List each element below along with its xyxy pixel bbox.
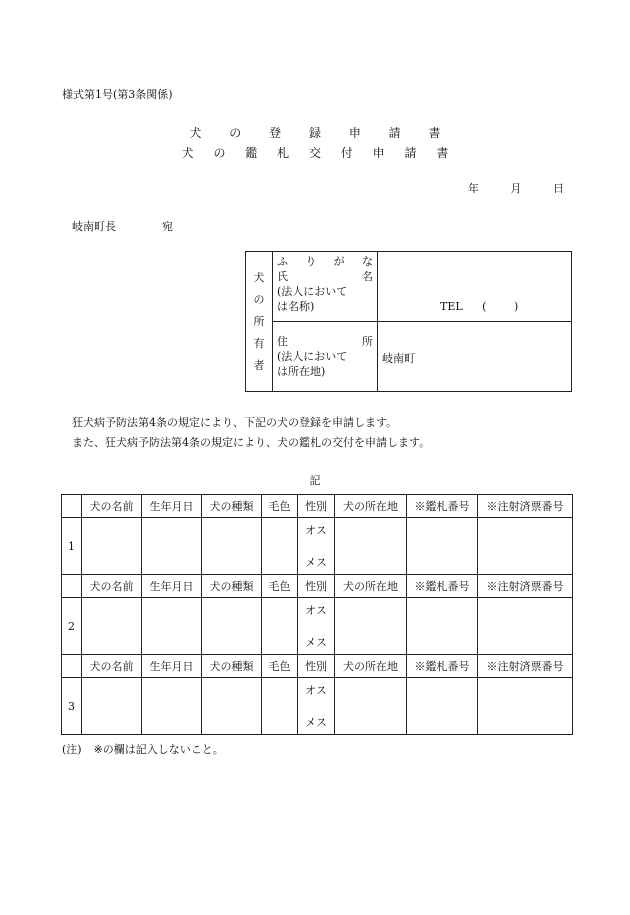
address-note-line2: は所在地) bbox=[277, 365, 326, 378]
coat-color-field[interactable] bbox=[262, 518, 298, 575]
dog-name-field[interactable] bbox=[82, 598, 142, 655]
label-char: 犬 bbox=[253, 270, 265, 284]
table-header-row bbox=[62, 655, 573, 678]
sex-female-option[interactable]: メス bbox=[305, 556, 327, 569]
table-row bbox=[62, 678, 573, 735]
breed-field[interactable] bbox=[202, 598, 262, 655]
owner-table bbox=[245, 251, 572, 392]
title-char: 鑑 bbox=[245, 146, 258, 160]
sex-field[interactable] bbox=[298, 598, 335, 655]
breed-field[interactable] bbox=[202, 518, 262, 575]
coat-color-header: 毛色 bbox=[262, 495, 298, 518]
header-blank-cell bbox=[62, 495, 82, 518]
label-char: の bbox=[253, 292, 265, 306]
birth-date-header: 生年月日 bbox=[142, 575, 202, 598]
sex-header: 性別 bbox=[298, 495, 335, 518]
location-field[interactable] bbox=[335, 678, 407, 735]
tag-number-field[interactable] bbox=[407, 518, 478, 575]
sex-male-option[interactable]: オス bbox=[305, 524, 327, 537]
breed-header: 犬の種類 bbox=[202, 655, 262, 678]
footnote bbox=[62, 741, 224, 757]
title-tag-issuance bbox=[0, 144, 630, 161]
title-char: 書 bbox=[436, 146, 449, 160]
vaccine-tag-field[interactable] bbox=[478, 598, 573, 655]
sex-options bbox=[298, 678, 334, 734]
label-char: り bbox=[305, 255, 317, 268]
coat-color-header: 毛色 bbox=[262, 575, 298, 598]
addressee-suffix: 宛 bbox=[162, 220, 173, 233]
date-line bbox=[468, 180, 564, 196]
ki-heading: 記 bbox=[309, 474, 321, 487]
tag-number-field[interactable] bbox=[407, 598, 478, 655]
location-header: 犬の所在地 bbox=[335, 495, 407, 518]
tel-paren-open: ( bbox=[482, 300, 487, 313]
month-label: 月 bbox=[510, 182, 522, 195]
title-char: の bbox=[229, 126, 242, 140]
coat-color-field[interactable] bbox=[262, 598, 298, 655]
label-char: 名 bbox=[362, 270, 373, 283]
vaccine-tag-header: ※注射済票番号 bbox=[478, 655, 573, 678]
table-row bbox=[62, 598, 573, 655]
title-char: 交 bbox=[308, 146, 321, 160]
day-label: 日 bbox=[553, 182, 564, 195]
name-note-line1: (法人において bbox=[277, 285, 348, 298]
dog-name-field[interactable] bbox=[82, 678, 142, 735]
vaccine-tag-header: ※注射済票番号 bbox=[478, 575, 573, 598]
sex-female-option[interactable]: メス bbox=[305, 636, 327, 649]
dog-name-header: 犬の名前 bbox=[82, 495, 142, 518]
owner-name-field[interactable] bbox=[378, 252, 572, 322]
title-char: 札 bbox=[277, 146, 290, 160]
table-header-row bbox=[62, 495, 573, 518]
title-registration bbox=[0, 124, 630, 141]
tag-number-header: ※鑑札番号 bbox=[407, 495, 478, 518]
breed-header: 犬の種類 bbox=[202, 575, 262, 598]
furigana-label bbox=[277, 254, 373, 269]
row-number: 3 bbox=[62, 678, 82, 735]
tag-number-header: ※鑑札番号 bbox=[407, 575, 478, 598]
vaccine-tag-field[interactable] bbox=[478, 518, 573, 575]
label-char: 所 bbox=[362, 335, 373, 348]
tel-line bbox=[440, 300, 518, 313]
title-char: 請 bbox=[404, 146, 417, 160]
row-number: 2 bbox=[62, 598, 82, 655]
header-blank-cell bbox=[62, 655, 82, 678]
title-char: 請 bbox=[388, 126, 401, 140]
birth-date-field[interactable] bbox=[142, 598, 202, 655]
addressee-name: 岐南町長 bbox=[72, 220, 116, 233]
tel-label: TEL bbox=[440, 300, 463, 313]
registration-table bbox=[61, 494, 573, 735]
label-char: 住 bbox=[277, 335, 288, 348]
sex-header: 性別 bbox=[298, 655, 335, 678]
title-char: 録 bbox=[308, 126, 321, 140]
tag-number-field[interactable] bbox=[407, 678, 478, 735]
owner-group-label bbox=[246, 252, 273, 392]
sex-male-option[interactable]: オス bbox=[305, 684, 327, 697]
coat-color-header: 毛色 bbox=[262, 655, 298, 678]
sex-field[interactable] bbox=[298, 678, 335, 735]
title-char: 申 bbox=[372, 146, 385, 160]
label-char: 有 bbox=[253, 336, 265, 350]
dog-name-field[interactable] bbox=[82, 518, 142, 575]
title-char: 書 bbox=[428, 126, 441, 140]
title-char: 犬 bbox=[189, 126, 202, 140]
owner-address-field[interactable] bbox=[378, 322, 572, 392]
note-label: (注) bbox=[62, 743, 82, 756]
statement-line1: 狂犬病予防法第4条の規定により、下記の犬の登録を申請します。 bbox=[72, 416, 398, 429]
vaccine-tag-header: ※注射済票番号 bbox=[478, 495, 573, 518]
label-char: な bbox=[361, 255, 373, 268]
title-char: の bbox=[213, 146, 226, 160]
address-note-line1: (法人において bbox=[277, 350, 348, 363]
name-label bbox=[277, 269, 373, 284]
label-char: 所 bbox=[253, 314, 265, 328]
birth-date-header: 生年月日 bbox=[142, 495, 202, 518]
label-char: 氏 bbox=[277, 270, 288, 283]
form-number: 様式第1号(第3条関係) bbox=[62, 88, 173, 101]
vaccine-tag-field[interactable] bbox=[478, 678, 573, 735]
tag-number-header: ※鑑札番号 bbox=[407, 655, 478, 678]
addressee bbox=[72, 218, 173, 234]
location-field[interactable] bbox=[335, 598, 407, 655]
label-char: 者 bbox=[253, 358, 265, 372]
birth-date-field[interactable] bbox=[142, 678, 202, 735]
sex-male-option[interactable]: オス bbox=[305, 604, 327, 617]
sex-options bbox=[298, 518, 334, 574]
table-header-row bbox=[62, 575, 573, 598]
coat-color-field[interactable] bbox=[262, 678, 298, 735]
dog-name-header: 犬の名前 bbox=[82, 575, 142, 598]
header-blank-cell bbox=[62, 575, 82, 598]
title-char: 申 bbox=[348, 126, 361, 140]
label-char: が bbox=[333, 255, 345, 268]
address-value: 岐南町 bbox=[382, 352, 415, 365]
table-row bbox=[62, 518, 573, 575]
sex-options bbox=[298, 598, 334, 654]
title-char: 登 bbox=[269, 126, 282, 140]
breed-header: 犬の種類 bbox=[202, 495, 262, 518]
location-header: 犬の所在地 bbox=[335, 575, 407, 598]
location-field[interactable] bbox=[335, 518, 407, 575]
sex-field[interactable] bbox=[298, 518, 335, 575]
birth-date-header: 生年月日 bbox=[142, 655, 202, 678]
title-char: 付 bbox=[340, 146, 353, 160]
tel-paren-close: ) bbox=[513, 300, 519, 313]
address-label bbox=[277, 334, 373, 349]
year-label: 年 bbox=[468, 182, 479, 195]
owner-name-label bbox=[273, 252, 378, 322]
row-number: 1 bbox=[62, 518, 82, 575]
owner-address-label bbox=[273, 322, 378, 392]
statement-line2: また、狂犬病予防法第4条の規定により、犬の鑑札の交付を申請します。 bbox=[72, 436, 431, 449]
location-header: 犬の所在地 bbox=[335, 655, 407, 678]
sex-female-option[interactable]: メス bbox=[305, 716, 327, 729]
title-char: 犬 bbox=[181, 146, 194, 160]
birth-date-field[interactable] bbox=[142, 518, 202, 575]
note-text: ※の欄は記入しないこと。 bbox=[93, 743, 224, 756]
label-char: ふ bbox=[277, 255, 288, 268]
dog-name-header: 犬の名前 bbox=[82, 655, 142, 678]
name-note-line2: は名称) bbox=[277, 300, 315, 313]
sex-header: 性別 bbox=[298, 575, 335, 598]
breed-field[interactable] bbox=[202, 678, 262, 735]
